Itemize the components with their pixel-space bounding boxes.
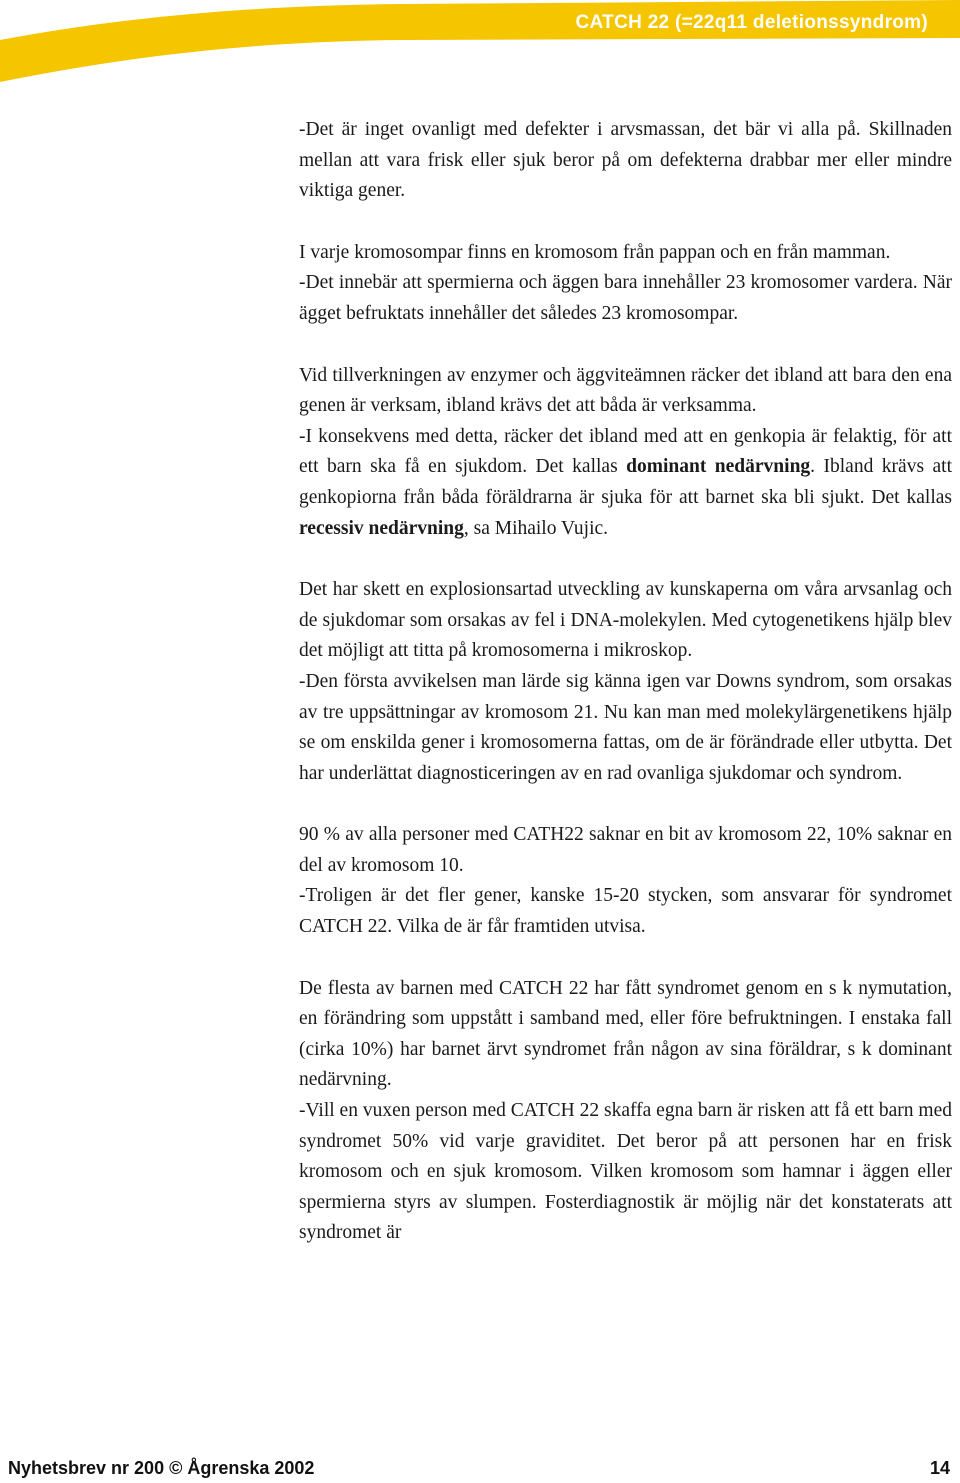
paragraph: De flesta av barnen med CATCH 22 har fått syndromet genom en s k nymutation, en förändring som uppstått i samband med, eller före befruktningen. I enstaka fall (cirka 10%) har barnet ärvt syndromet från någon av sina föräldrar, s k dominant nedärvning. <box>299 977 952 1091</box>
paragraph: -Det innebär att spermierna och äggen bara innehåller 23 kromosomer vardera. När ägget befruktats innehåller det således 23 kromosompar. <box>299 272 952 324</box>
paragraph: -Den första avvikelsen man lärde sig känna igen var Downs syndrom, som orsakas av tre uppsättningar av kromosom 21. Nu kan man med molekylärgenetikens hjälp se om enskilda gener i kromosomerna fattas, om de är förändrade eller utbytta. Det har underlättat diagnosticeringen av en rad ovanliga sjukdomar och syndrom. <box>299 670 952 784</box>
article-body <box>299 115 952 1249</box>
header-title: CATCH 22 (=22q11 deletionssyndrom) <box>575 12 928 33</box>
paragraph: 90 % av alla personer med CATH22 saknar en bit av kromosom 22, 10% saknar en del av kromosom 10. <box>299 824 952 876</box>
paragraph <box>299 422 952 544</box>
page-footer <box>0 1452 960 1482</box>
text-run: . Ibland krävs att genkopiorna från båda föräldrarna är sjuka för att barnet ska bli sjukt. Det kallas <box>299 456 953 508</box>
paragraph: Det har skett en explosionsartad utveckling av kunskaperna om våra arvsanlag och de sjukdomar som orsakas av fel i DNA-molekylen. Med cytogenetikens hjälp blev det möjligt att titta på kromosomerna i mikroskop. <box>299 579 952 662</box>
paragraph: Vid tillverkningen av enzymer och äggviteämnen räcker det ibland att bara den ena genen är verksam, ibland krävs det att båda är verksamma. <box>299 364 952 417</box>
paragraph: -Vill en vuxen person med CATCH 22 skaffa egna barn är risken att få ett barn med syndromet 50% vid varje graviditet. Det beror på att personen har en frisk kromosom och en sjuk kromosom. Vilken kromosom som hamnar i äggen eller spermierna styrs av slumpen. Fosterdiagnostik är möjlig när det konstaterats att syndromet är <box>299 1100 952 1244</box>
text-run: , sa Mihailo Vujic. <box>463 517 609 539</box>
paragraph: -Det är inget ovanligt med defekter i arvsmassan, det bär vi alla på. Skillnaden mellan att vara frisk eller sjuk beror på om defekterna drabbar mer eller mindre viktiga gener. <box>299 119 952 202</box>
term-dominant-inheritance: dominant nedärvning <box>626 456 811 478</box>
paragraph: -Troligen är det fler gener, kanske 15-20 stycken, som ansvarar för syndromet CATCH 22. Vilka de är får framtiden utvisa. <box>299 885 952 938</box>
text-run: -I konsekvens med detta, räcker det ibland med att en genkopia är felaktig, för att ett barn ska få en sjukdom. Det kallas <box>299 425 952 478</box>
header-band <box>0 0 960 82</box>
paragraph: I varje kromosompar finns en kromosom från pappan och en från mamman. <box>299 241 891 263</box>
term-recessive-inheritance: recessiv nedärvning <box>299 517 464 539</box>
page-number: 14 <box>929 1458 950 1478</box>
footer-publication: Nyhetsbrev nr 200 © Ågrenska 2002 <box>8 1458 315 1478</box>
